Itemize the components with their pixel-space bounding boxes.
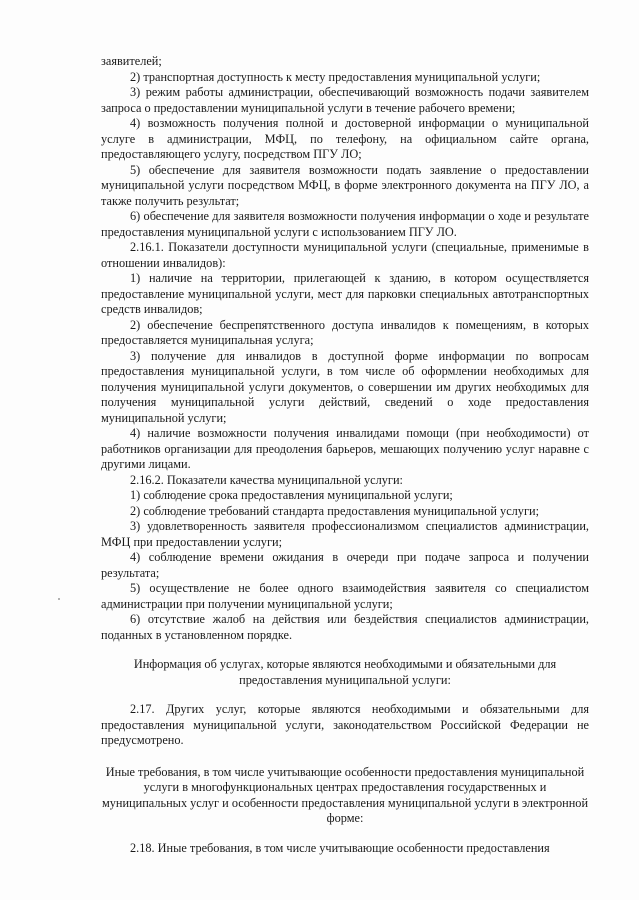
paragraph-unobstructed-access: 2) обеспечение беспрепятственного доступа инвалидов к помещениям, в которых предоставляется муниципальная услуга; — [101, 317, 589, 347]
paragraph-2-16-1: 2.16.1. Показатели доступности муниципальной услуги (специальные, применимые в отношении инвалидов): — [101, 240, 589, 270]
paragraph-satisfaction: 3) удовлетворенность заявителя профессионализмом специалистов администрации, МФЦ при предоставлении услуги; — [101, 519, 589, 549]
paragraph-submit-via-mfc: 5) обеспечение для заявителя возможности подать заявление о предоставлении муниципальной услуги посредством МФЦ, в форме электронного документа на ПГУ ЛО, а также получить результат; — [101, 162, 589, 208]
paragraph-single-interaction: 5) осуществление не более одного взаимодействия заявителя со специалистом администрации при получении муниципальной услуги; — [101, 581, 589, 611]
paragraph-progress-info: 6) обеспечение для заявителя возможности получения информации о ходе и результате предоставления муниципальной услуги с использованием ПГУ ЛО. — [101, 209, 589, 239]
paragraph-assistance: 4) наличие возможности получения инвалидами помощи (при необходимости) от работников организации для преодоления барьеров, мешающих получению услуг наравне с другими лицами. — [101, 426, 589, 471]
paragraph-deadline: 1) соблюдение срока предоставления муниципальной услуги; — [130, 488, 453, 502]
paragraph-2-17: 2.17. Других услуг, которые являются необходимыми и обязательными для предоставления муниципальной услуги, законодательством Российской Федерации не предусмотрено. — [101, 702, 589, 747]
section-heading-required-services: Информация об услугах, которые являются необходимыми и обязательными для предоставления муниципальной услуги: — [133, 657, 557, 687]
paragraph-applicants-end: заявителей; — [101, 54, 162, 68]
paragraph-transport-access: 2) транспортная доступность к месту предоставления муниципальной услуги; — [130, 69, 541, 84]
paragraph-full-information: 4) возможность получения полной и достоверной информации о муниципальной услуге в администрации, МФЦ, по телефону, на официальном сайте органа, предоставляющего услугу, посредством ПГУ ЛО; — [101, 116, 589, 161]
paragraph-no-complaints: 6) отсутствие жалоб на действия или бездействия специалистов администрации, поданных в установленном порядке. — [101, 612, 589, 642]
scan-speck — [58, 598, 60, 600]
paragraph-standard-requirements: 2) соблюдение требований стандарта предоставления муниципальной услуги; — [130, 503, 539, 518]
paragraph-parking: 1) наличие на территории, прилегающей к зданию, в котором осуществляется предоставление муниципальной услуги, мест для парковки специальных автотранспортных средств инвалидов; — [101, 271, 589, 316]
paragraph-waiting-time: 4) соблюдение времени ожидания в очереди при подаче запроса и получении результата; — [101, 550, 589, 580]
paragraph-2-16-2: 2.16.2. Показатели качества муниципальной услуги: — [130, 472, 403, 487]
paragraph-work-schedule: 3) режим работы администрации, обеспечивающий возможность подачи заявителем запроса о предоставлении муниципальной услуги в течение рабочего времени; — [101, 85, 589, 115]
paragraph-2-18: 2.18. Иные требования, в том числе учитывающие особенности предоставления — [130, 840, 550, 855]
paragraph-accessible-information: 3) получение для инвалидов в доступной форме информации по вопросам предоставления муниципальной услуги, в том числе об оформлении необходимых для получения муниципальной услуги документов, о совершении им других необходимых для получения муниципальной услуги действий, сведений о ходе предоставления муниципальной услуги; — [101, 348, 589, 425]
document-body — [101, 54, 589, 856]
section-heading-other-requirements: Иные требования, в том числе учитывающие особенности предоставления муниципальной услуги в многофункциональных центрах предоставления государственных и муниципальных услуг и особенности предоставления муниципальной услуги в электронной форме: — [101, 764, 589, 825]
